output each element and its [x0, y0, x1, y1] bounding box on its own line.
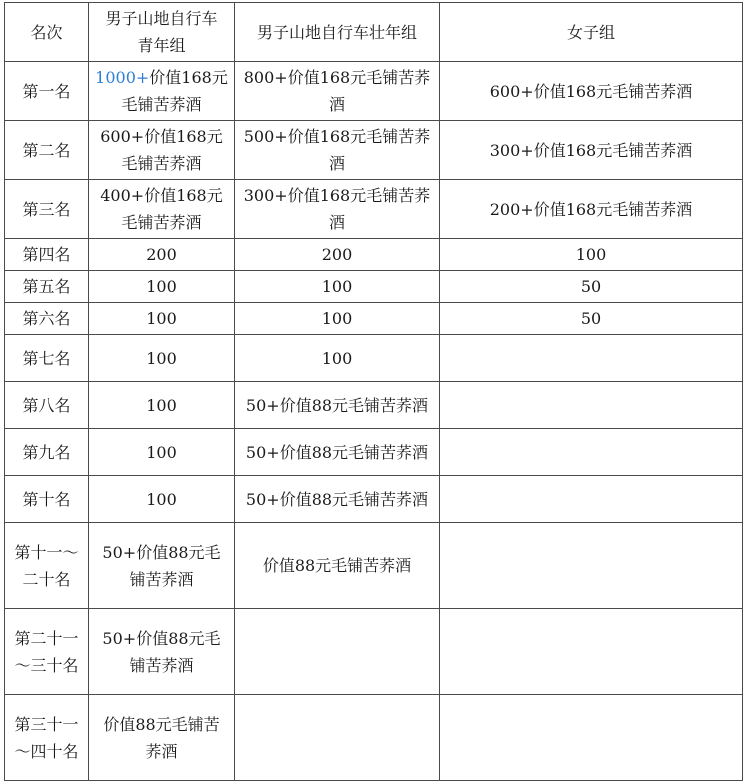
- rank-cell: 第七名: [5, 335, 89, 382]
- women-cell: [440, 609, 743, 695]
- youth-cell: 100: [89, 335, 235, 382]
- table-row: [5, 271, 743, 303]
- adult-cell: 价值88元毛铺苦荞酒: [235, 523, 440, 609]
- youth-cell: 100: [89, 476, 235, 523]
- table-row: [5, 476, 743, 523]
- youth-cell: 600+价值168元毛铺苦荞酒: [89, 121, 235, 180]
- adult-cell: 50+价值88元毛铺苦荞酒: [235, 476, 440, 523]
- youth-cell: 200: [89, 239, 235, 271]
- table-row: [5, 429, 743, 476]
- women-cell: [440, 382, 743, 429]
- women-cell: 200+价值168元毛铺苦荞酒: [440, 180, 743, 239]
- table-row: [5, 239, 743, 271]
- women-cell: 300+价值168元毛铺苦荞酒: [440, 121, 743, 180]
- rank-cell: 第三十一～四十名: [5, 695, 89, 781]
- table-row: [5, 382, 743, 429]
- rank-cell: 第二十一～三十名: [5, 609, 89, 695]
- header-women: 女子组: [440, 3, 743, 62]
- women-cell: 50: [440, 271, 743, 303]
- adult-cell: 50+价值88元毛铺苦荞酒: [235, 429, 440, 476]
- adult-cell: 200: [235, 239, 440, 271]
- header-row: [5, 3, 743, 62]
- adult-cell: 100: [235, 303, 440, 335]
- women-cell: [440, 476, 743, 523]
- rank-cell: 第十名: [5, 476, 89, 523]
- rank-cell: 第一名: [5, 62, 89, 121]
- adult-cell: [235, 609, 440, 695]
- table-row: [5, 609, 743, 695]
- rank-cell: 第九名: [5, 429, 89, 476]
- women-cell: [440, 335, 743, 382]
- rank-cell: 第四名: [5, 239, 89, 271]
- adult-cell: 800+价值168元毛铺苦荞酒: [235, 62, 440, 121]
- youth-prize-highlight: 1000+: [95, 68, 150, 87]
- youth-cell: 价值88元毛铺苦荞酒: [89, 695, 235, 781]
- adult-cell: 100: [235, 271, 440, 303]
- women-cell: 600+价值168元毛铺苦荞酒: [440, 62, 743, 121]
- adult-cell: 500+价值168元毛铺苦荞酒: [235, 121, 440, 180]
- adult-cell: 50+价值88元毛铺苦荞酒: [235, 382, 440, 429]
- youth-cell: 50+价值88元毛铺苦荞酒: [89, 523, 235, 609]
- rank-cell: 第五名: [5, 271, 89, 303]
- women-cell: [440, 523, 743, 609]
- table-row: [5, 335, 743, 382]
- table-row: [5, 180, 743, 239]
- rank-cell: 第二名: [5, 121, 89, 180]
- youth-cell: 100: [89, 271, 235, 303]
- youth-cell: 50+价值88元毛铺苦荞酒: [89, 609, 235, 695]
- rank-cell: 第十一～二十名: [5, 523, 89, 609]
- adult-cell: 100: [235, 335, 440, 382]
- header-rank: 名次: [5, 3, 89, 62]
- table-row: [5, 303, 743, 335]
- header-adult: 男子山地自行车壮年组: [235, 3, 440, 62]
- table-row: [5, 523, 743, 609]
- women-cell: 100: [440, 239, 743, 271]
- header-youth: 男子山地自行车青年组: [89, 3, 235, 62]
- rank-cell: 第三名: [5, 180, 89, 239]
- youth-cell: 400+价值168元毛铺苦荞酒: [89, 180, 235, 239]
- table-row: [5, 121, 743, 180]
- rank-cell: 第八名: [5, 382, 89, 429]
- adult-cell: 300+价值168元毛铺苦荞酒: [235, 180, 440, 239]
- women-cell: 50: [440, 303, 743, 335]
- youth-cell: 100: [89, 303, 235, 335]
- youth-cell: 100: [89, 382, 235, 429]
- prize-table: [4, 2, 743, 781]
- youth-cell: 100: [89, 429, 235, 476]
- women-cell: [440, 429, 743, 476]
- youth-cell: [89, 62, 235, 121]
- table-row: [5, 62, 743, 121]
- youth-prize-text: 价值168元毛铺苦荞酒: [121, 68, 228, 114]
- rank-cell: 第六名: [5, 303, 89, 335]
